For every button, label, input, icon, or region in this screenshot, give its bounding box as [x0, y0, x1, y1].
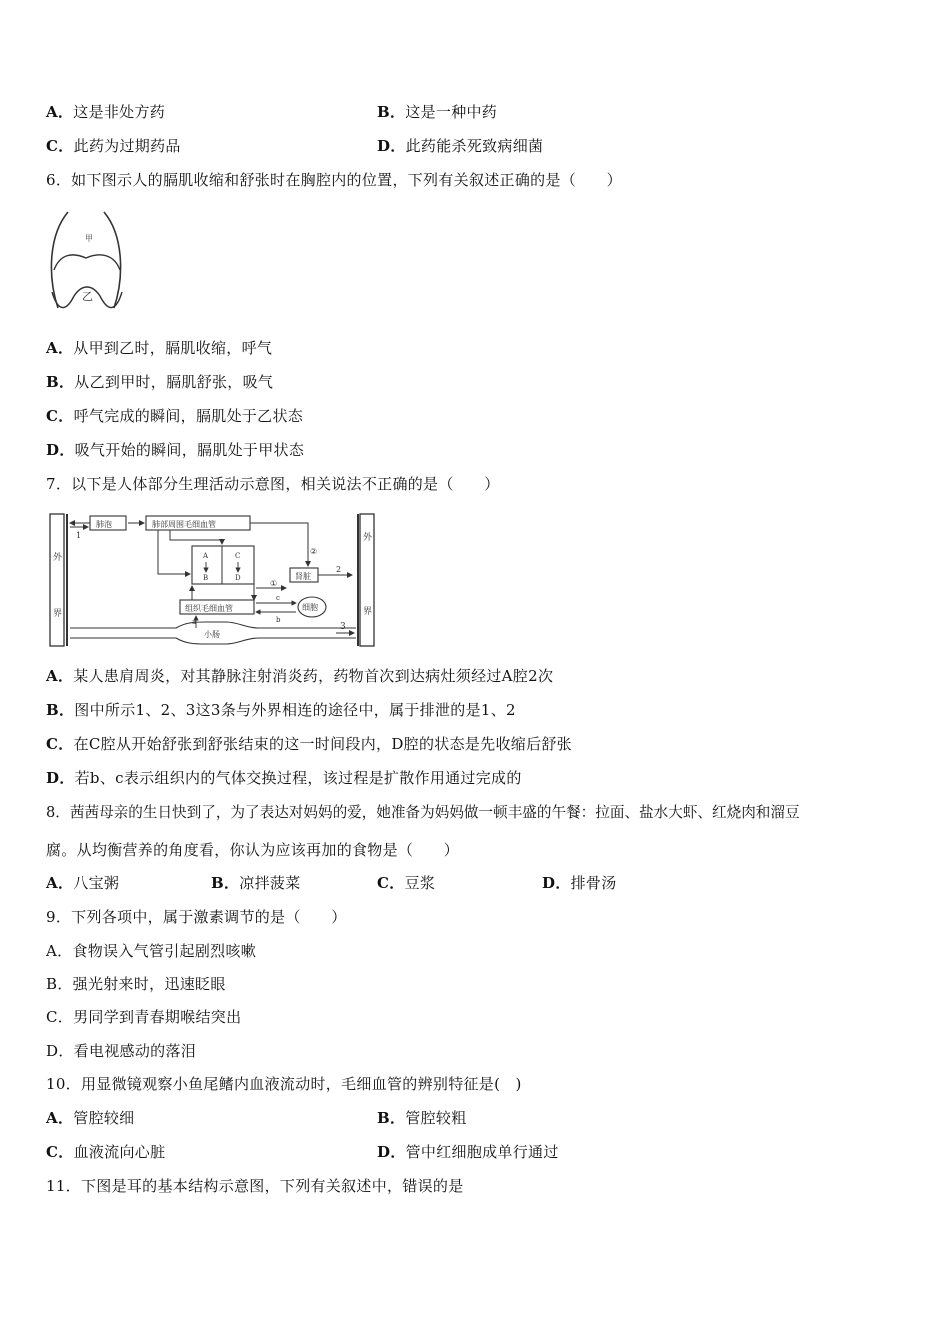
q9-option-c: C．男同学到青春期喉结突出 — [46, 1008, 242, 1026]
q7-option-b: B．图中所示1、2、3这3条与外界相连的途径中，属于排泄的是1、2 — [46, 701, 516, 719]
q5-option-b: B．这是一种中药 — [377, 103, 498, 121]
q10-option-row-2 — [46, 1142, 559, 1162]
q7-physiology-diagram — [46, 510, 382, 654]
q7-path-2: 2 — [336, 565, 342, 574]
q8-option-a: A．八宝粥 — [46, 874, 120, 892]
q7-option-c: C．在C腔从开始舒张到舒张结束的这一时间段内，D腔的状态是先收缩后舒张 — [46, 735, 572, 753]
q9-option-d: D．看电视感动的落泪 — [46, 1042, 197, 1060]
q8-stem-line1: 8．茜茜母亲的生日快到了，为了表达对妈妈的爱，她准备为妈妈做一顿丰盛的午餐：拉面、盐水大虾、红烧肉和溜豆 — [46, 804, 800, 821]
q7-chamber-d: D — [235, 574, 241, 582]
q6-label-jia: 甲 — [85, 234, 93, 243]
q7-path-1: 1 — [76, 531, 82, 540]
q10-option-a: A．管腔较细 — [46, 1109, 135, 1127]
q9-stem: 9．下列各项中，属于激素调节的是（ ） — [46, 908, 347, 926]
q10-option-c: C．血液流向心脏 — [46, 1143, 166, 1161]
q5-option-row-1 — [46, 102, 498, 122]
q6-diaphragm-figure — [44, 208, 134, 322]
q7-outside-right-2: 界 — [363, 607, 373, 617]
q6-option-d: D．吸气开始的瞬间，膈肌处于甲状态 — [46, 441, 305, 459]
q7-alveoli-label: 肺泡 — [96, 520, 112, 529]
q8-stem-line2: 腐。从均衡营养的角度看，你认为应该再加的食物是（ ） — [46, 841, 460, 859]
q5-option-d: D．此药能杀死致病细菌 — [377, 137, 544, 155]
q5-option-c: C．此药为过期药品 — [46, 137, 181, 155]
q5-option-a: A．这是非处方药 — [46, 103, 166, 121]
q11-stem: 11．下图是耳的基本结构示意图，下列有关叙述中，错误的是 — [46, 1177, 464, 1195]
q7-outside-left-2: 界 — [53, 609, 63, 619]
q6-stem: 6．如下图示人的膈肌收缩和舒张时在胸腔内的位置，下列有关叙述正确的是（ ） — [46, 171, 622, 189]
q7-cell-label: 细胞 — [302, 603, 318, 612]
q6-option-b: B．从乙到甲时，膈肌舒张，吸气 — [46, 373, 274, 391]
q7-path-3: 3 — [340, 622, 346, 632]
q6-label-yi: 乙 — [82, 290, 93, 303]
q10-stem: 10．用显微镜观察小鱼尾鳍内血液流动时，毛细血管的辨别特征是( ) — [46, 1075, 522, 1093]
q7-tissue-capillary-label: 组织毛细血管 — [185, 604, 233, 613]
q8-option-d: D．排骨汤 — [542, 874, 617, 892]
q7-lung-capillary-label: 肺部周围毛细血管 — [152, 520, 216, 529]
q8-option-b: B．凉拌菠菜 — [211, 874, 301, 892]
q10-option-d: D．管中红细胞成单行通过 — [377, 1143, 559, 1161]
q7-mark-c: c — [276, 594, 280, 602]
q7-mark-b: b — [276, 616, 281, 624]
q6-option-a: A．从甲到乙时，膈肌收缩，呼气 — [46, 339, 273, 357]
q7-mark-2: ② — [310, 547, 318, 556]
q7-chamber-a: A — [203, 552, 209, 560]
q7-chamber-c: C — [235, 552, 241, 560]
q8-option-c: C．豆浆 — [377, 874, 436, 892]
q6-option-c: C．呼气完成的瞬间，膈肌处于乙状态 — [46, 407, 304, 425]
q7-mark-1: ① — [270, 579, 278, 588]
q7-outside-left-1: 外 — [53, 553, 63, 563]
q7-intestine-label: 小肠 — [204, 630, 220, 639]
q7-chamber-b: B — [203, 574, 209, 582]
q10-option-b: B．管腔较粗 — [377, 1109, 467, 1127]
q7-outside-right-1: 外 — [363, 533, 373, 543]
q7-mark-a: a — [192, 618, 197, 626]
q7-option-d: D．若b、c表示组织内的气体交换过程，该过程是扩散作用通过完成的 — [46, 769, 522, 787]
q9-option-a: A．食物误入气管引起剧烈咳嗽 — [46, 942, 257, 960]
q5-option-row-2 — [46, 136, 544, 156]
q7-option-a: A．某人患肩周炎，对其静脉注射消炎药，药物首次到达病灶须经过A腔2次 — [46, 667, 554, 685]
q7-stem: 7．以下是人体部分生理活动示意图，相关说法不正确的是（ ） — [46, 475, 500, 493]
q9-option-b: B．强光射来时，迅速眨眼 — [46, 975, 226, 993]
q10-option-row-1 — [46, 1108, 467, 1128]
q7-kidney-label: 肾脏 — [295, 572, 311, 581]
